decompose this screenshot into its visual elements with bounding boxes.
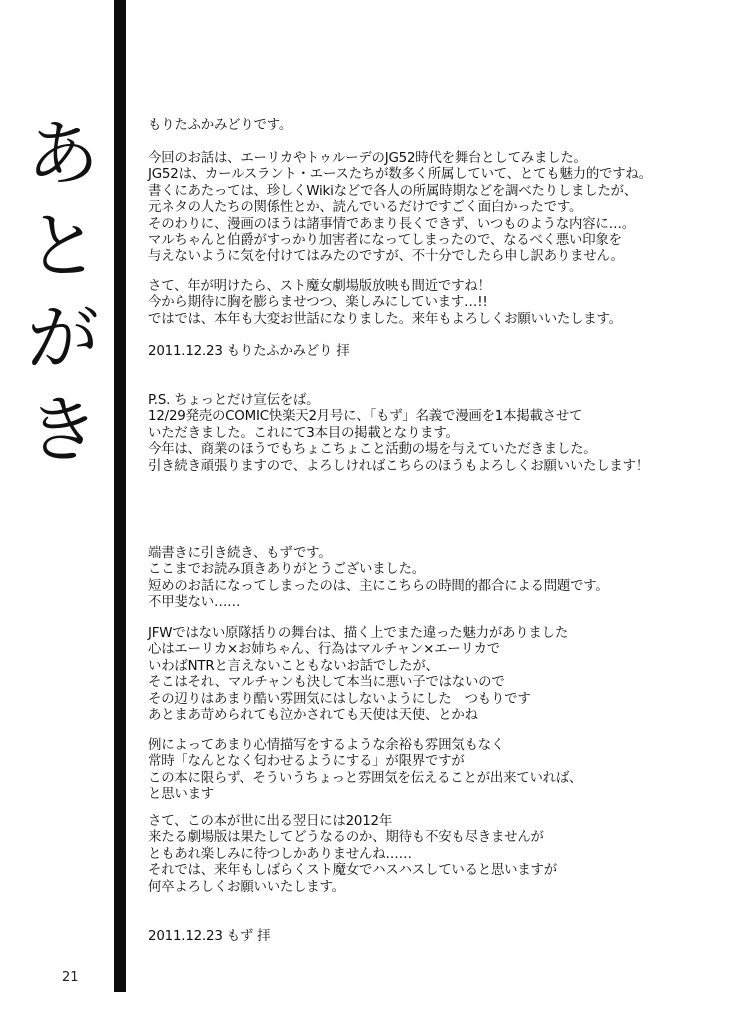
text-line: 今から期待に胸を膨らませつつ、楽しみにしています…!! bbox=[148, 295, 488, 311]
vertical-divider bbox=[114, 0, 126, 992]
signature-block bbox=[148, 929, 708, 945]
text-line: 今年は、商業のほうでもちょこちょこと活動の場を与えていただきました。 bbox=[148, 442, 597, 458]
text-line: JG52は、カールスラント・エースたちが数多く所属していて、とても魅力的ですね。 bbox=[148, 167, 652, 183]
text-line: そのわりに、漫画のほうは諸事情であまり長くできず、いつものような内容に…。 bbox=[148, 216, 635, 232]
title-char: あ bbox=[26, 112, 99, 196]
text-line: P.S. ちょっとだけ宣伝をば。 bbox=[148, 393, 320, 408]
text-line: 元ネタの人たちの関係性とか、読んでいるだけですごく面白かったです。 bbox=[148, 200, 583, 216]
afterword-title bbox=[22, 108, 104, 476]
text-line: 書くにあたっては、珍しくWikiなどで各人の所属時期などを調べたりしましたが、 bbox=[148, 183, 638, 199]
text-line: さて、年が明けたら、スト魔女劇場版放映も間近ですね！ bbox=[148, 279, 491, 294]
text-line: 心はエーリカ×お姉ちゃん、行為はマルチャン×エーリカで bbox=[148, 642, 500, 658]
text-line: さて、この本が世に出る翌日には2012年 bbox=[148, 814, 393, 829]
text-line: 短めのお話になってしまったのは、主にこちらの時間的都合による問題です。 bbox=[148, 578, 609, 594]
paragraph-block bbox=[148, 814, 708, 896]
text-line: いわばNTRと言えないこともないお話でしたが、 bbox=[148, 658, 439, 674]
title-char: と bbox=[26, 204, 99, 288]
signature-block bbox=[148, 344, 708, 360]
text-line: そこはそれ、マルチャンも決して本当に悪い子ではないので bbox=[148, 675, 505, 691]
text-line: 不甲斐ない…… bbox=[148, 595, 241, 611]
text-line: この本に限らず、そういうちょっと雰囲気を伝えることが出来ていれば、 bbox=[148, 770, 583, 786]
paragraph-block bbox=[148, 738, 708, 804]
text-line: JFWではない原隊括りの舞台は、描く上でまた違った魅力がありました bbox=[148, 626, 569, 641]
text-line: 与えないように気を付けてはみたのですが、不十分でしたら申し訳ありません。 bbox=[148, 249, 624, 265]
text-line: その辺りはあまり酷い雰囲気にはしないようにした つもりです bbox=[148, 691, 531, 707]
text-line: それでは、来年もしばらくスト魔女でハスハスしていると思いますが bbox=[148, 863, 557, 879]
title-char: が bbox=[26, 296, 99, 380]
text-line: 端書きに引き続き、もずです。 bbox=[148, 546, 332, 561]
text-line: 来たる劇場版は果たしてどうなるのか、期待も不安も尽きませんが bbox=[148, 830, 544, 846]
signature: 2011.12.23 もず 拝 bbox=[148, 929, 271, 944]
text-line: ここまでお読み頂きありがとうございました。 bbox=[148, 562, 426, 578]
paragraph-block bbox=[148, 546, 708, 612]
page-number: 21 bbox=[62, 970, 79, 985]
text-line: 引き続き頑張りますので、よろしければこちらのほうもよろしくお願いいたします！ bbox=[148, 458, 649, 474]
greeting-line: もりたふかみどりです。 bbox=[148, 118, 293, 133]
ps-block bbox=[148, 393, 708, 475]
paragraph-block bbox=[148, 151, 708, 266]
paragraph-block bbox=[148, 279, 708, 328]
text-line: ではでは、本年も大変お世話になりました。来年もよろしくお願いいたします。 bbox=[148, 311, 622, 327]
greeting-block bbox=[148, 118, 708, 134]
text-line: あとまあ苛められても泣かされても天使は天使、とかね bbox=[148, 708, 478, 724]
text-line: ともあれ楽しみに待つしかありませんね…… bbox=[148, 846, 412, 862]
title-char: き bbox=[26, 388, 99, 472]
text-line: いただきました。これにて3本目の掲載となります。 bbox=[148, 425, 459, 441]
text-line: と思います bbox=[148, 787, 214, 803]
paragraph-block bbox=[148, 626, 708, 724]
text-line: 常時「なんとなく匂わせるようにする」が限界ですが bbox=[148, 754, 465, 770]
text-line: 今回のお話は、エーリカやトゥルーデのJG52時代を舞台としてみました。 bbox=[148, 151, 587, 166]
text-line: 例によってあまり心情描写をするような余裕も雰囲気もなく bbox=[148, 738, 505, 753]
text-line: 何卒よろしくお願いいたします。 bbox=[148, 879, 345, 895]
text-line: 12/29発売のCOMIC快楽天2月号に、「もず」名義で漫画を1本掲載させて bbox=[148, 409, 583, 425]
signature: 2011.12.23 もりたふかみどり 拝 bbox=[148, 344, 350, 359]
text-line: マルちゃんと伯爵がすっかり加害者になってしまったので、なるべく悪い印象を bbox=[148, 233, 622, 249]
